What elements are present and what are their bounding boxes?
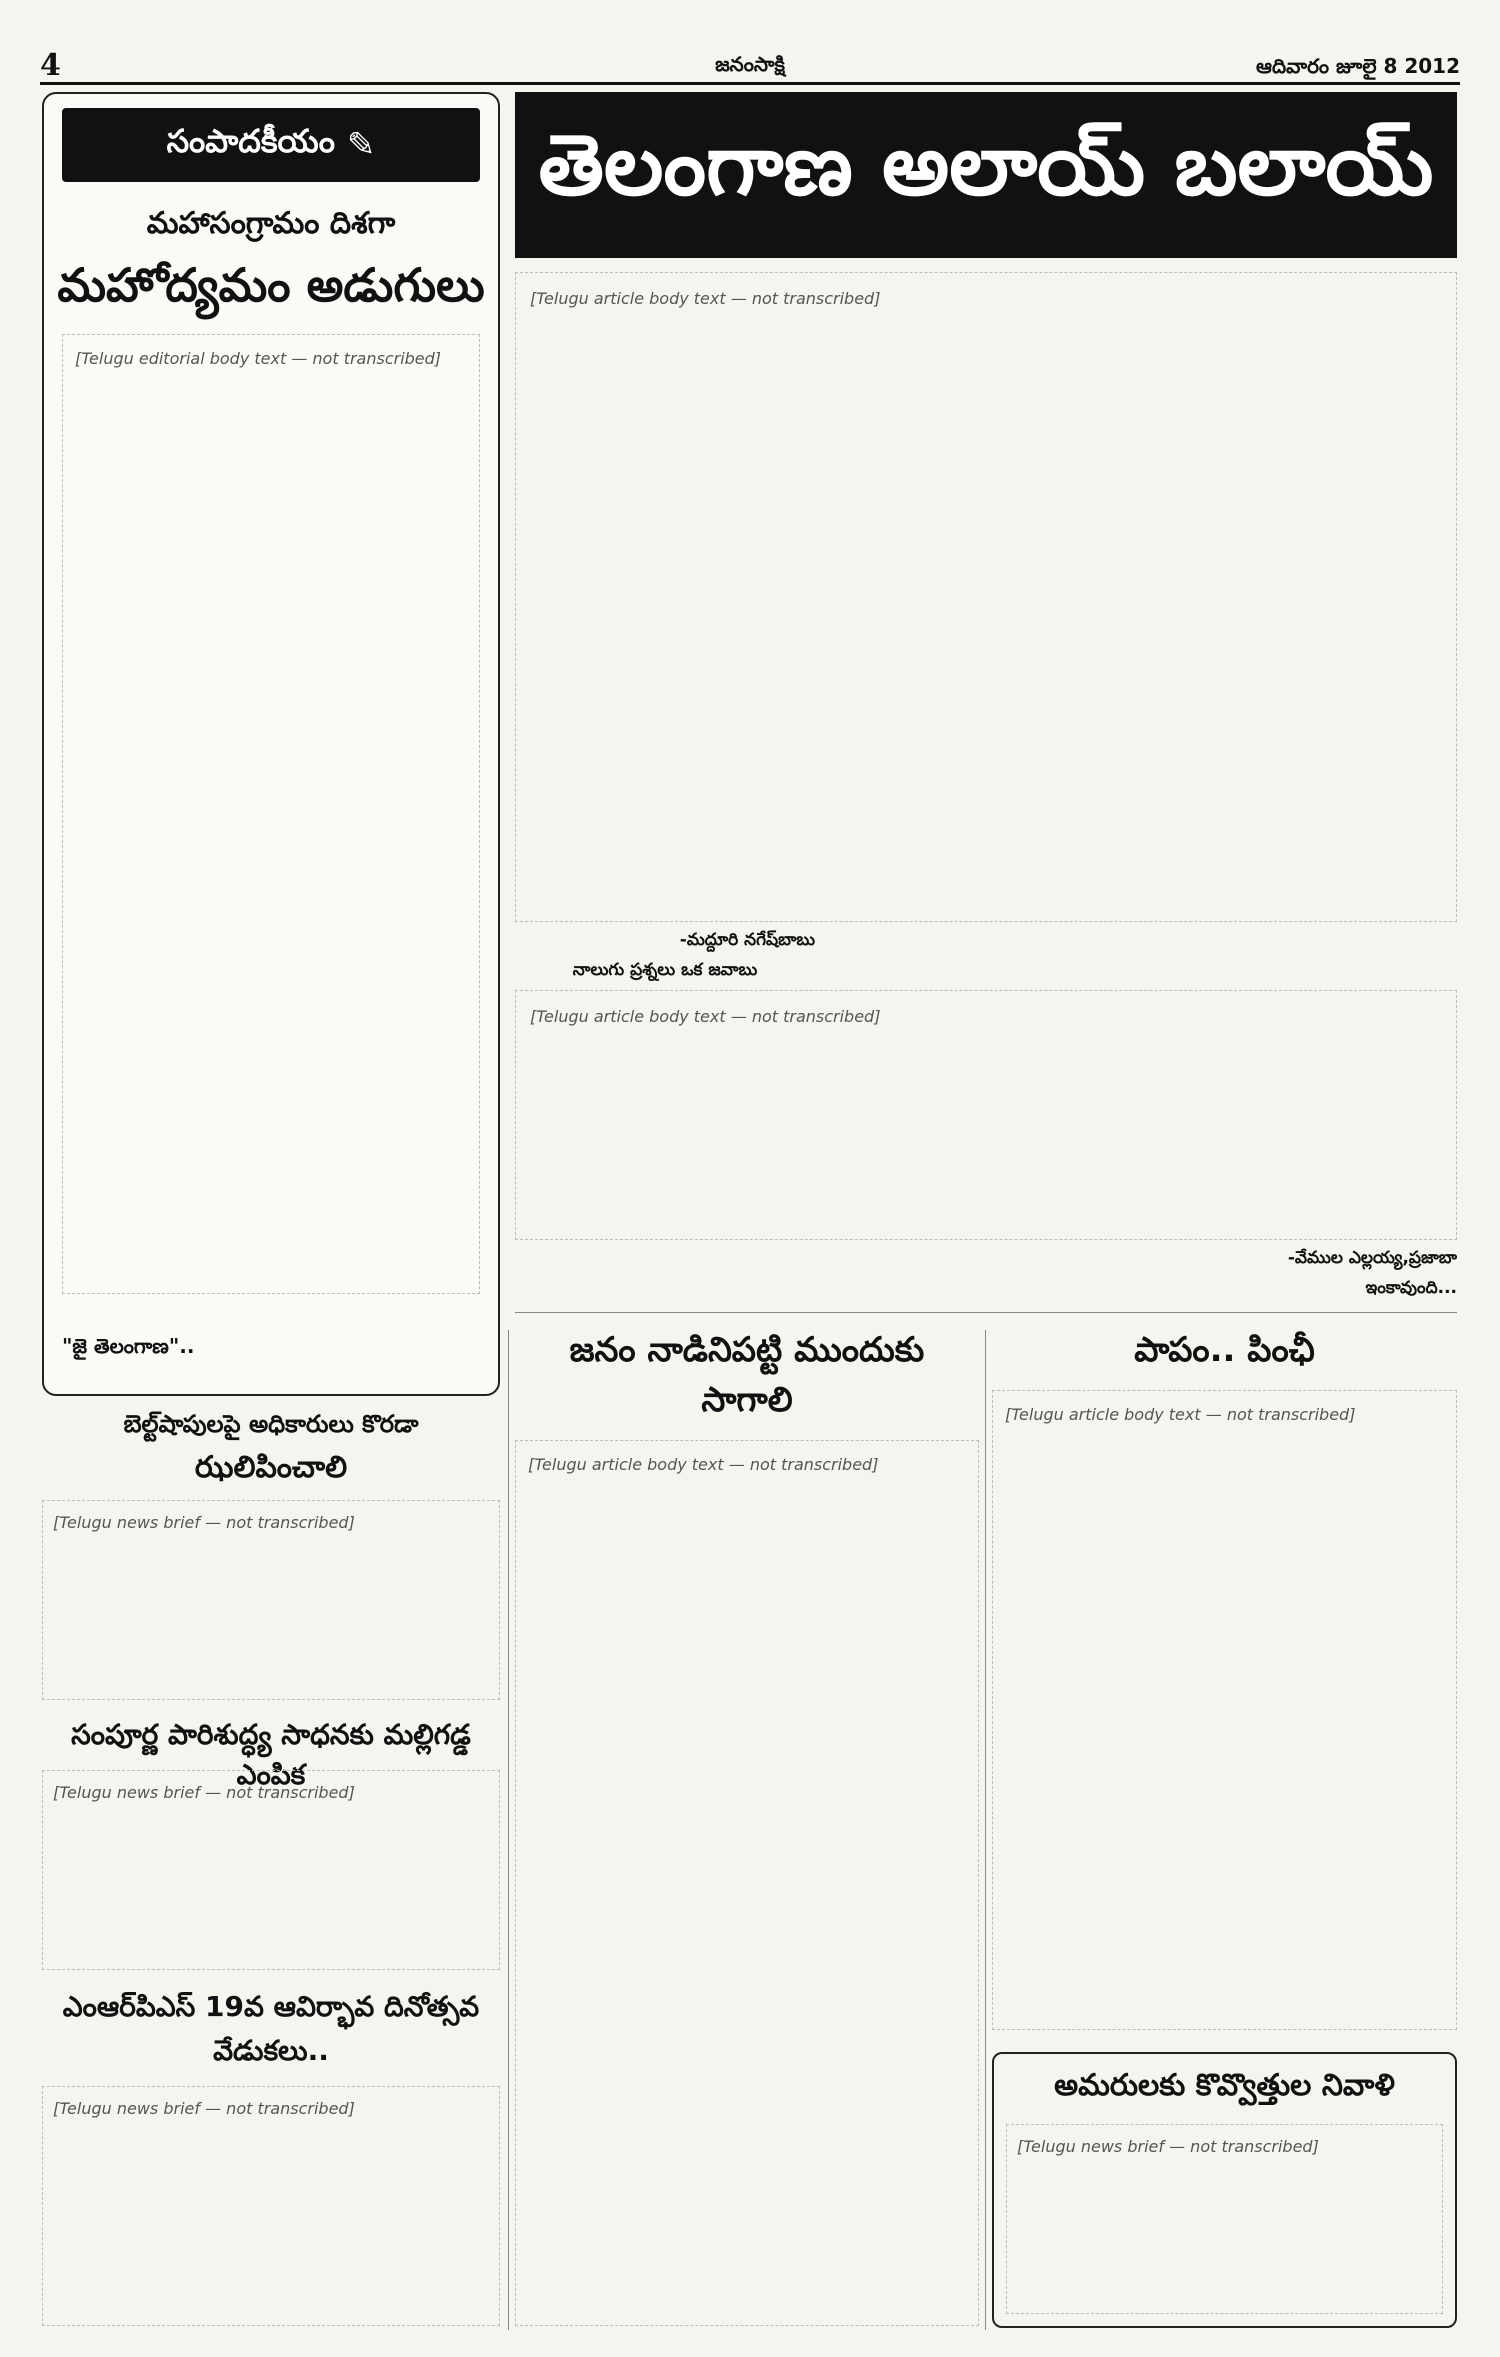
lead-body-2: [Telugu article body text — not transcribed] xyxy=(515,990,1457,1240)
column-rule xyxy=(508,1330,509,2330)
bottom-right-body: [Telugu news brief — not transcribed] xyxy=(1006,2124,1443,2314)
lead-headline-banner xyxy=(515,92,1457,258)
brief-3-headline-2: వేడుకలు.. xyxy=(213,2034,329,2067)
editorial-closing: "జై తెలంగాణ".. xyxy=(62,1334,195,1358)
lead-byline-2: -వేముల ఎల్లయ్య,ప్రజాబా xyxy=(1287,1248,1457,1268)
editorial-headline: మహోద్యమం అడుగులు xyxy=(57,258,485,312)
bottom-right-box xyxy=(992,2052,1457,2328)
page-number: 4 xyxy=(40,48,61,83)
column-rule xyxy=(985,1330,986,2330)
editorial-box xyxy=(42,92,500,1396)
right-body: [Telugu article body text — not transcribed] xyxy=(992,1390,1457,2030)
brief-1-headline: ఝలిపించాలి xyxy=(194,1450,348,1485)
middle-headline-2: సాగాలి xyxy=(701,1380,793,1420)
bottom-right-headline: అమరులకు కొవ్వొత్తుల నివాళి xyxy=(1054,2068,1395,2103)
brief-1-body: [Telugu news brief — not transcribed] xyxy=(42,1500,500,1700)
editorial-kicker: మహాసంగ్రామం దిశగా xyxy=(146,206,396,241)
middle-body: [Telugu article body text — not transcribed] xyxy=(515,1440,979,2326)
editorial-section-label-text: సంపాదకీయం xyxy=(166,122,335,160)
header-rule xyxy=(40,82,1460,85)
lead-subhead: నాలుగు ప్రశ్నలు ఒక జవాబు xyxy=(572,960,758,980)
lead-headline: తెలంగాణ అలాయ్ బలాయ్ xyxy=(538,115,1434,214)
masthead-logo: జనంసాక్షి xyxy=(715,52,785,76)
middle-headline: జనం నాడినిపట్టి ముందుకు xyxy=(569,1330,925,1370)
lead-byline: -మద్దూరి నగేష్‌బాబు xyxy=(679,930,815,950)
right-headline: పాపం.. పింఛీ xyxy=(1134,1330,1315,1370)
editorial-section-label xyxy=(62,108,480,182)
lead-continued: ఇంకావుంది... xyxy=(1365,1278,1457,1298)
pen-icon: ✎ xyxy=(346,125,376,165)
lead-body: [Telugu article body text — not transcribed] xyxy=(515,272,1457,922)
page-date: ఆదివారం జూలై 8 2012 xyxy=(1256,54,1460,78)
brief-2-body: [Telugu news brief — not transcribed] xyxy=(42,1770,500,1970)
brief-3-headline: ఎంఆర్‌పిఎస్ 19వ ఆవిర్భావ దినోత్సవ xyxy=(62,1990,480,2023)
brief-3-body: [Telugu news brief — not transcribed] xyxy=(42,2086,500,2326)
editorial-body: [Telugu editorial body text — not transcribed] xyxy=(62,334,480,1294)
lead-bottom-rule xyxy=(515,1312,1457,1313)
brief-2-headline: సంపూర్ణ పారిశుద్ధ్య సాధనకు మల్లిగడ్డ ఎంపిక xyxy=(71,1718,471,1791)
brief-1-kicker: బెల్ట్‌షాపులపై అధికారులు కొరడా xyxy=(123,1410,419,1438)
